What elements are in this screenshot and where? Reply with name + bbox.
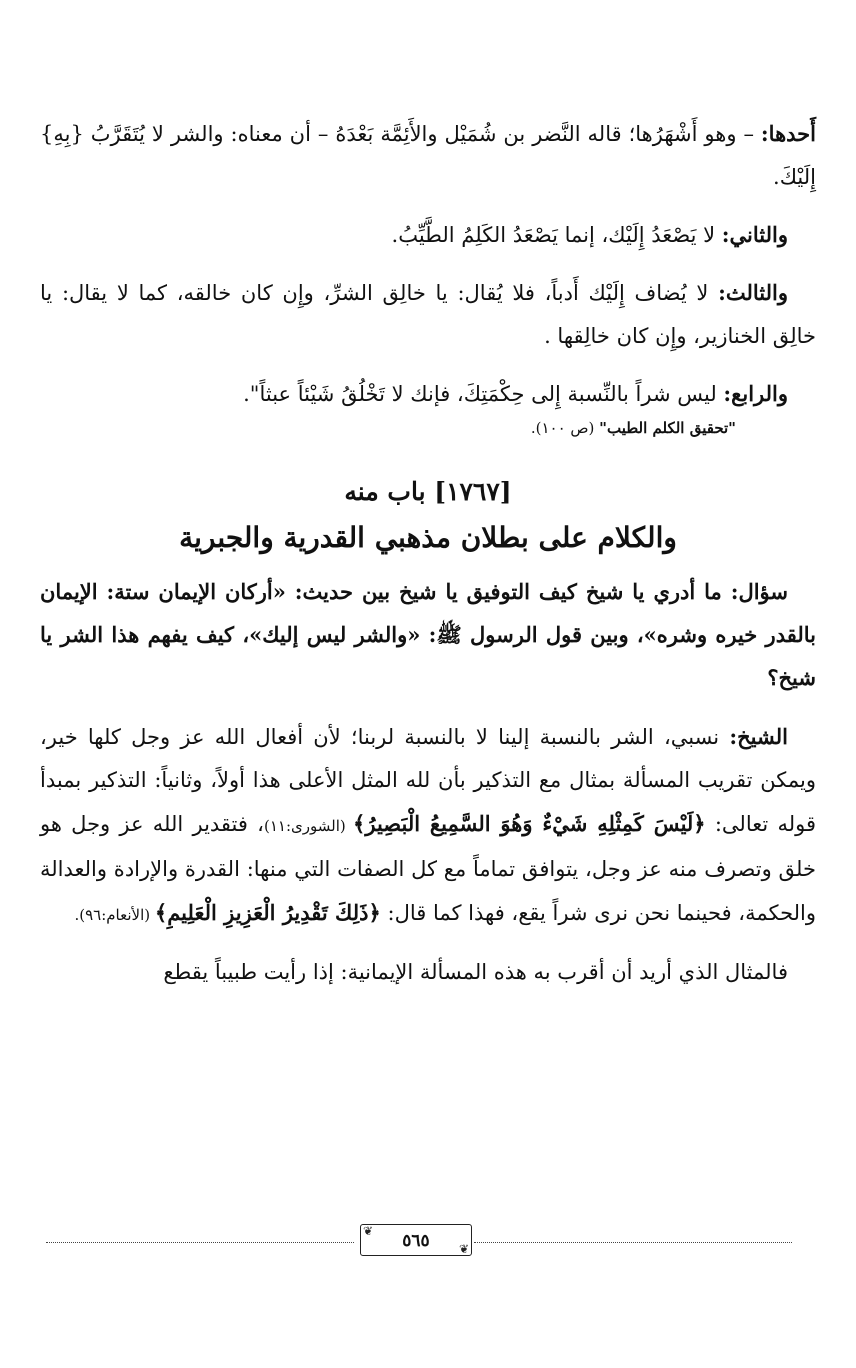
- closing-paragraph: فالمثال الذي أريد أن أقرب به هذه المسألة الإيمانية: إذا رأيت طبيباً يقطع: [163, 960, 788, 984]
- page-number: ٥٦٥: [402, 1231, 430, 1251]
- paragraph-text: ليس شراً بالنِّسبة إِلى حِكْمَتِكَ، فإنك لا تَخْلُقُ شَيْئاً عبثاً".: [243, 382, 724, 406]
- paragraph-lead: والثاني:: [721, 222, 788, 247]
- floral-corner-ornament-icon: ❦: [363, 1224, 374, 1238]
- paragraph-third-meaning: [40, 271, 816, 358]
- source-citation: [40, 416, 736, 440]
- paragraph-lead: أَحدها:: [760, 121, 816, 146]
- footer-dotted-rule-left: [46, 1242, 354, 1243]
- page-footer: [46, 1224, 792, 1272]
- quran-verse-1: ﴿لَيْسَ كَمِثْلِهِ شَيْءٌ وَهُوَ السَّمِيعُ الْبَصِيرُ﴾: [353, 811, 706, 836]
- answer-paragraph: [40, 715, 816, 937]
- answer-text-2: ، فتقدير الله عز وجل هو خلق وتصرف منه عز وجل، يتوافق تماماً مع كل الصفات التي منها: القدرة والإرادة والعدالة والحكمة، فحينما نحن نرى شراً يقع، فهذا كما قال:: [40, 812, 816, 925]
- source-title: "تحقيق الكلم الطيب": [599, 419, 736, 437]
- paragraph-text: لا يُضاف إِلَيْك أَدباً، فلا يُقال: يا خالِق الشرِّ، وإِن كان خالقه، كما لا يقال: يا خالِق الخنازير، وإِن كان خالِقها .: [40, 281, 816, 348]
- paragraph-text: – وهو أَشْهَرُها؛ قاله النَّضر بن شُمَيْل والأَئِمَّة بَعْدَهُ – أن معناه: والشر لا يُتَقَرَّبُ {بِهِ} إِلَيْكَ.: [40, 122, 816, 189]
- chapter-number-heading: [١٧٦٧] باب منه: [344, 477, 512, 506]
- paragraph-lead: والرابع:: [723, 381, 788, 406]
- paragraph-fourth-meaning: [40, 372, 816, 416]
- verse-reference-1: (الشورى:١١): [263, 817, 354, 835]
- paragraph-text: لا يَصْعَدُ إِلَيْك، إنما يَصْعَدُ الكَلِمُ الطَّيِّبُ.: [391, 223, 722, 247]
- paragraph-second-meaning: [40, 213, 816, 257]
- answer-lead: الشيخ:: [729, 724, 788, 749]
- page-body: [40, 112, 816, 1008]
- floral-corner-ornament-icon: ❦: [458, 1242, 469, 1256]
- quran-verse-2: ﴿ذَلِكَ تَقْدِيرُ الْعَزِيزِ الْعَلِيمِ﴾: [154, 900, 381, 925]
- verse-reference-2: (الأنعام:٩٦).: [74, 906, 155, 924]
- page-number-frame: [360, 1224, 472, 1256]
- answer-text-1: نسبي، الشر بالنسبة إلينا لا بالنسبة لربنا؛ لأن أفعال الله عز وجل كلها خير، ويمكن تقريب المسألة بمثال مع التذكير بأن لله المثل الأعلى هذا أولاً، وثانياً: التذكير بمبدأ قوله تعالى:: [40, 725, 816, 836]
- chapter-title-heading: والكلام على بطلان مذهبي القدرية والجبرية: [179, 521, 677, 554]
- source-page: (ص ١٠٠).: [530, 419, 600, 437]
- footer-dotted-rule-right: [474, 1242, 792, 1243]
- paragraph-lead: والثالث:: [718, 280, 788, 305]
- question-paragraph: سؤال: ما أدري يا شيخ كيف التوفيق يا شيخ بين حديث: «أركان الإيمان ستة: الإيمان بالقدر خيره وشره»، وبين قول الرسول ﷺ: «والشر ليس إليك»، كيف يفهم هذا الشر يا شيخ؟: [40, 579, 816, 690]
- paragraph-first-meaning: [40, 112, 816, 199]
